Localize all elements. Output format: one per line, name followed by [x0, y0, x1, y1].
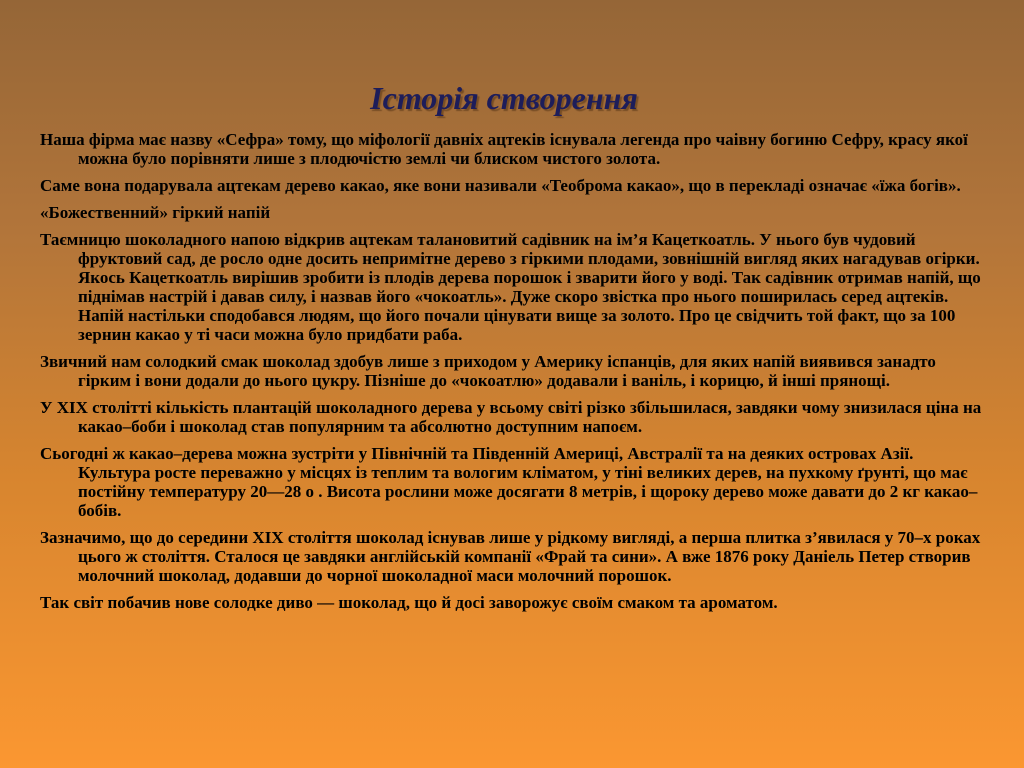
paragraph-cocoa-today: Сьогодні ж какао–дерева можна зустріти у Північній та Південній Америці, Австралії та на деяких островах Азії. Культура росте переважно у місцях із теплим та вологим кліматом, у тіні великих дерев, на пухкому ґрунті, що має постійну температуру 20—28 о . Висота рослини може досягати 8 метрів, і щороку дерево може давати до 2 кг какао–бобів.: [40, 444, 978, 520]
paragraph-first-bar: Зазначимо, що до середини XIX століття шоколад існував лише у рідкому вигляді, а перша плитка з’явилася у 70–х роках цього ж століття. Сталося це завдяки англійській компанії «Фрай та сини». А вже 1876 року Даніель Петер створив молочний шоколад, додавши до чорної шоколадної маси молочний порошок.: [40, 528, 981, 585]
paragraph-sweet-taste: Звичний нам солодкий смак шоколад здобув лише з приходом у Америку іспанців, для яких напій виявився занадто гірким і вони додали до нього цукру. Пізніше до «чокоатлю» додавали і ваніль, і корицю, й інші прянощі.: [40, 352, 936, 390]
paragraph-chocoatl-secret: Таємницю шоколадного напою відкрив ацтекам талановитий садівник на ім’я Кацеткоатль. У нього був чудовий фруктовий сад, де росло одне досить непримітне дерево з гіркими плодами, зовнішній вигляд яких нагадував огірки. Якось Кацеткоатль вирішив зробити із плодів дерева порошок і зварити його у воді. Так садівник отримав напій, що піднімав настрій і давав силу, і назвав його «чокоатль». Дуже скоро звістка про нього поширилась серед ацтеків. Напій настільки сподобався людям, що його почали цінувати вище за золото. Про це свідчить той факт, що за 100 зернин какао у ті часи можна було придбати раба.: [40, 230, 981, 344]
slide-title: Історія створення: [370, 80, 638, 116]
paragraph-cocoa-tree-gift: Саме вона подарувала ацтекам дерево какао, яке вони називали «Теоброма какао», що в перекладі означає «їжа богів».: [40, 176, 961, 195]
paragraph-bitter-drink: «Божественний» гіркий напій: [40, 203, 271, 222]
paragraph-xix-century: У XIX столітті кількість плантацій шоколадного дерева у всьому світі різко збільшилася, завдяки чому знизилася ціна на какао–боби і шоколад став популярним та абсолютно доступним напоєм.: [40, 398, 982, 436]
paragraph-closing: Так світ побачив нове солодке диво — шоколад, що й досі заворожує своїм смаком та ароматом.: [40, 593, 778, 612]
slide-content: [40, 130, 986, 620]
paragraph-sefra-legend: Наша фірма має назву «Сефра» тому, що міфології давніх ацтеків існувала легенда про чаівну богиню Сефру, красу якої можна було порівняти лише з плодючістю землі чи блиском чистого золота.: [40, 130, 968, 168]
